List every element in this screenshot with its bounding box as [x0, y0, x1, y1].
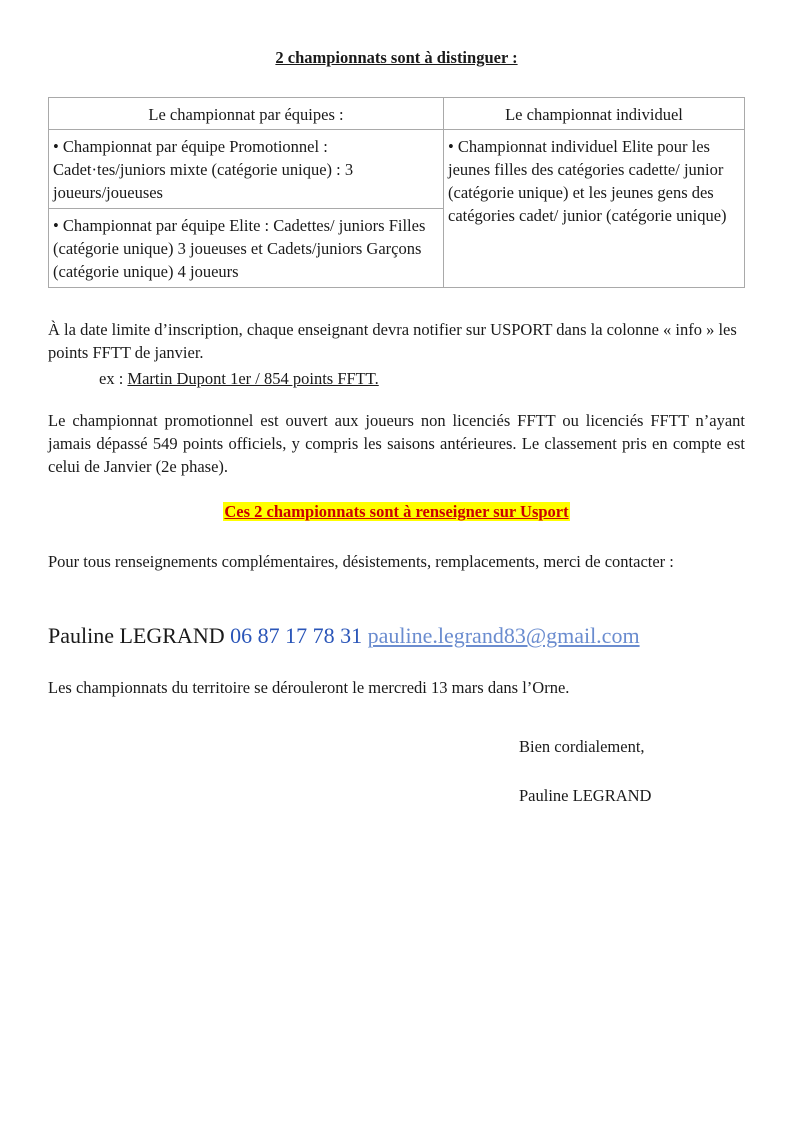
example-value: Martin Dupont 1er / 854 points FFTT. — [127, 369, 379, 388]
contact-line — [48, 622, 640, 650]
highlight-text: Ces 2 championnats sont à renseigner sur Usport — [224, 502, 569, 521]
cell-team-promotional: • Championnat par équipe Promotionnel : Cadet·tes/juniors mixte (catégorie unique) : 3 joueurs/joueuses — [49, 130, 444, 209]
deadline-paragraph: À la date limite d’inscription, chaque enseignant devra notifier sur USPORT dans la colonne « info » les points FFTT de janvier. — [48, 320, 737, 362]
contact-name: Pauline LEGRAND — [48, 623, 225, 648]
page-heading: 2 championnats sont à distinguer : — [275, 48, 518, 67]
contact-paragraph: Pour tous renseignements complémentaires, désistements, remplacements, merci de contacter : — [48, 552, 674, 571]
column-header-individual: Le championnat individuel — [444, 98, 745, 130]
territory-paragraph: Les championnats du territoire se dérouleront le mercredi 13 mars dans l’Orne. — [48, 678, 570, 697]
cell-individual-elite: • Championnat individuel Elite pour les jeunes filles des catégories cadette/ junior (catégorie unique) et les jeunes gens des catégories cadet/ junior (catégorie unique) — [444, 130, 745, 288]
contact-phone[interactable]: 06 87 17 78 31 — [230, 623, 363, 648]
example-line — [99, 367, 699, 390]
cell-team-elite-text: • Championnat par équipe Elite : Cadettes/ juniors Filles (catégorie unique) 3 joueuses et Cadets/juniors Garçons (catégorie unique) 4 joueurs — [53, 216, 426, 281]
signature: Pauline LEGRAND — [519, 786, 652, 805]
promotional-paragraph: Le championnat promotionnel est ouvert aux joueurs non licenciés FFTT ou licenciés FFTT n’ayant jamais dépassé 549 points officiels, y compris les saisons antérieures. Le classement pris en compte est celui de Janvier (2e phase). — [48, 411, 745, 476]
example-prefix: ex : — [99, 369, 128, 388]
highlight-notice — [0, 502, 793, 522]
column-header-team: Le championnat par équipes : — [49, 98, 444, 130]
contact-email-link[interactable]: pauline.legrand83@gmail.com — [367, 623, 640, 648]
cell-team-elite — [49, 209, 444, 288]
closing-salutation: Bien cordialement, — [519, 737, 645, 756]
championships-table — [48, 97, 745, 288]
